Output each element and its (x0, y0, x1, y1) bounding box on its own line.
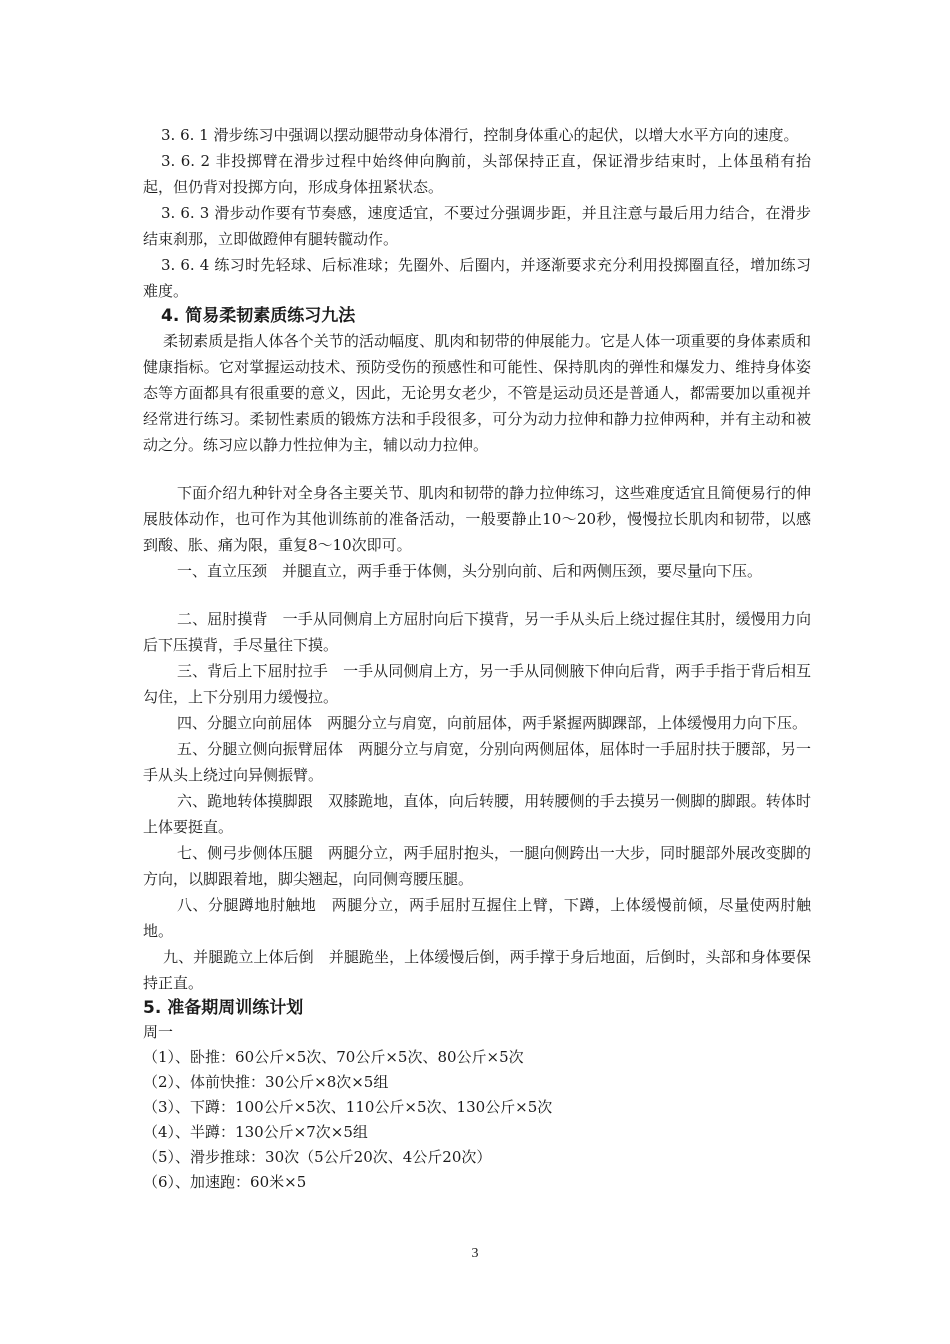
page-number: 3 (471, 1246, 479, 1261)
method-1: 一、直立压颈 并腿直立，两手垂于体侧，头分别向前、后和两侧压颈，要尽量向下压。 (177, 562, 763, 580)
plan-item: （1）、卧推：60公斤×5次、70公斤×5次、80公斤×5次 (143, 1048, 524, 1066)
paragraph-3-6-2: 3. 6. 2 非投掷臂在滑步过程中始终伸向胸前，头部保持正直，保证滑步结束时，上体虽稍有抬起，但仍背对投掷方向，形成身体扭紧状态。 (143, 152, 811, 196)
method-2: 二、屈肘摸背 一手从同侧肩上方屈肘向后下摸背，另一手从头后上绕过握住其肘，缓慢用力向后下压摸背，手尽量往下摸。 (143, 610, 811, 654)
paragraph-3-6-3: 3. 6. 3 滑步动作要有节奏感，速度适宜，不要过分强调步距，并且注意与最后用力结合，在滑步结束刹那，立即做蹬伸有腿转髋动作。 (143, 204, 811, 248)
section-4-heading: 4. 简易柔韧素质练习九法 (161, 306, 356, 326)
method-6: 六、跪地转体摸脚跟 双膝跪地，直体，向后转腰，用转腰侧的手去摸另一侧脚的脚跟。转体时上体要挺直。 (143, 792, 811, 836)
section-5-heading: 5. 准备期周训练计划 (143, 998, 304, 1018)
method-9: 九、并腿跪立上体后倒 并腿跪坐，上体缓慢后倒，两手撑于身后地面，后倒时，头部和身体要保持正直。 (143, 948, 811, 992)
plan-item: （2）、体前快推：30公斤×8次×5组 (143, 1073, 389, 1091)
plan-item: （5）、滑步推球：30次（5公斤20次、4公斤20次） (143, 1148, 492, 1166)
paragraph-spacer (143, 584, 811, 606)
method-5: 五、分腿立侧向振臂屈体 两腿分立与肩宽，分别向两侧屈体，屈体时一手屈肘扶于腰部，另一手从头上绕过向异侧振臂。 (143, 740, 811, 784)
paragraph-3-6-1: 3. 6. 1 滑步练习中强调以摆动腿带动身体滑行，控制身体重心的起伏，以增大水平方向的速度。 (161, 126, 799, 144)
plan-day: 周一 (143, 1023, 174, 1041)
plan-item: （4）、半蹲：130公斤×7次×5组 (143, 1123, 368, 1141)
method-3: 三、背后上下屈肘拉手 一手从同侧肩上方，另一手从同侧腋下伸向后背，两手手指于背后相互勾住，上下分别用力缓慢拉。 (143, 662, 811, 706)
page-content (143, 122, 811, 1195)
flexibility-intro-paragraph: 柔韧素质是指人体各个关节的活动幅度、肌肉和韧带的伸展能力。它是人体一项重要的身体素质和健康指标。它对掌握运动技术、预防受伤的预感性和可能性、保持肌肉的弹性和爆发力、维持身体姿态等方面都具有很重要的意义，因此，无论男女老少，不管是运动员还是普通人，都需要加以重视并经常进行练习。柔韧性素质的锻炼方法和手段很多，可分为动力拉伸和静力拉伸两种，并有主动和被动之分。练习应以静力性拉伸为主，辅以动力拉伸。 (143, 332, 811, 454)
training-plan (143, 1020, 811, 1195)
stretch-lead-paragraph: 下面介绍九种针对全身各主要关节、肌肉和韧带的静力拉伸练习，这些难度适宜且简便易行的伸展肢体动作，也可作为其他训练前的准备活动，一般要静止10～20秒，慢慢拉长肌肉和韧带，以感到酸、胀、痛为限，重复8～10次即可。 (143, 484, 811, 554)
paragraph-spacer (143, 458, 811, 480)
plan-item: （6）、加速跑：60米×5 (143, 1173, 307, 1191)
paragraph-3-6-4: 3. 6. 4 练习时先轻球、后标准球；先圈外、后圈内，并逐渐要求充分利用投掷圈直径，增加练习难度。 (143, 256, 811, 300)
method-7: 七、侧弓步侧体压腿 两腿分立，两手屈肘抱头，一腿向侧跨出一大步，同时腿部外展改变脚的方向，以脚跟着地，脚尖翘起，向同侧弯腰压腿。 (143, 844, 811, 888)
method-8: 八、分腿蹲地肘触地 两腿分立，两手屈肘互握住上臂，下蹲，上体缓慢前倾，尽量使两肘触地。 (143, 896, 811, 940)
plan-item: （3）、下蹲：100公斤×5次、110公斤×5次、130公斤×5次 (143, 1098, 553, 1116)
method-4: 四、分腿立向前屈体 两腿分立与肩宽，向前屈体，两手紧握两脚踝部，上体缓慢用力向下压。 (177, 714, 808, 732)
